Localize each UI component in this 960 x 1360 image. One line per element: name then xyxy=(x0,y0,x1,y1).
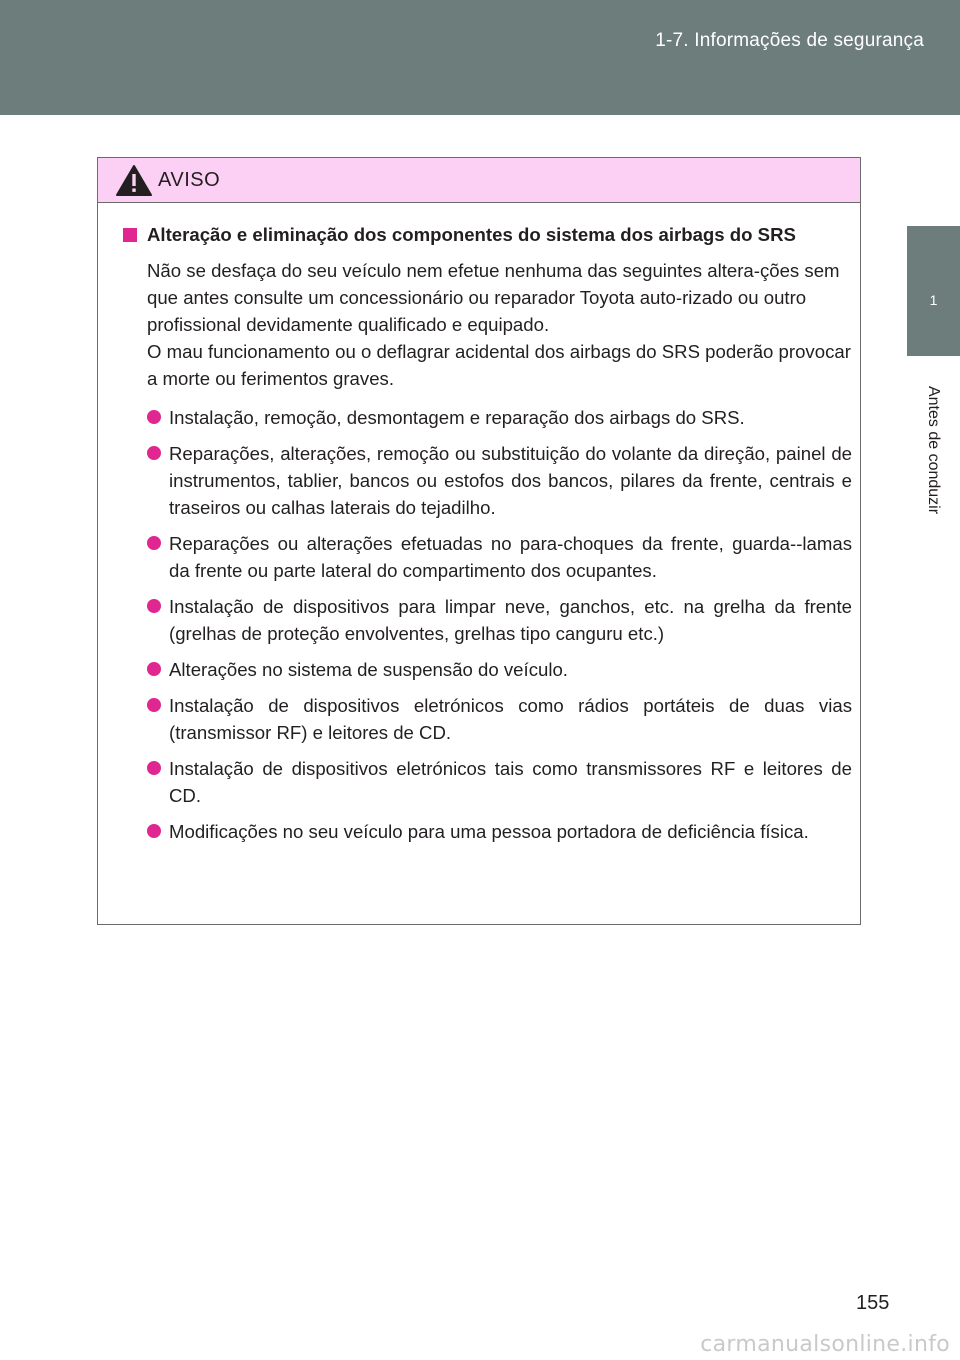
list-item xyxy=(123,692,852,746)
chapter-tab xyxy=(907,226,960,356)
bullet-dot-icon xyxy=(147,662,161,676)
bullet-dot-icon xyxy=(147,599,161,613)
warning-triangle-icon xyxy=(115,164,153,197)
list-item-text: Instalação de dispositivos eletrónicos como rádios portáteis de duas vias (transmissor RF) e leitores de CD. xyxy=(169,695,852,743)
bullet-dot-icon xyxy=(147,446,161,460)
warning-title: AVISO xyxy=(158,169,221,191)
section-title: 1-7. Informações de segurança xyxy=(655,30,924,51)
list-item-text: Reparações, alterações, remoção ou substituição do volante da direção, painel de instrumentos, tablier, bancos ou estofos dos bancos, pilares da frente, centrais e traseiros ou calhas laterais do tejadilho. xyxy=(169,443,852,518)
list-item-text: Instalação de dispositivos eletrónicos tais como transmissores RF e leitores de CD. xyxy=(169,758,852,806)
warning-heading xyxy=(123,221,852,248)
list-item xyxy=(123,404,852,431)
list-item xyxy=(123,593,852,647)
list-item-text: Instalação de dispositivos para limpar neve, ganchos, etc. na grelha da frente (grelhas de proteção envolventes, grelhas tipo canguru etc.) xyxy=(169,596,852,644)
chapter-label: Antes de conduzir xyxy=(925,385,942,515)
bullet-dot-icon xyxy=(147,698,161,712)
bullet-dot-icon xyxy=(147,536,161,550)
warning-body xyxy=(98,203,860,845)
square-bullet-icon xyxy=(123,228,137,242)
warning-paragraphs xyxy=(123,257,852,392)
list-item-text: Instalação, remoção, desmontagem e reparação dos airbags do SRS. xyxy=(169,407,745,428)
warning-paragraph: Não se desfaça do seu veículo nem efetue nenhuma das seguintes altera-ções sem que antes consulte um concessionário ou reparador Toyota auto-rizado ou outro profissional devidamente qualificado e equipado. xyxy=(147,260,840,335)
list-item xyxy=(123,656,852,683)
warning-header xyxy=(98,158,860,203)
bullet-dot-icon xyxy=(147,824,161,838)
watermark: carmanualsonline.info xyxy=(700,1332,950,1357)
list-item-text: Alterações no sistema de suspensão do veículo. xyxy=(169,659,568,680)
warning-paragraph: O mau funcionamento ou o deflagrar acidental dos airbags do SRS poderão provocar a morte ou ferimentos graves. xyxy=(147,341,851,389)
list-item xyxy=(123,530,852,584)
list-item xyxy=(123,755,852,809)
list-item xyxy=(123,440,852,521)
warning-box xyxy=(97,157,861,925)
list-item xyxy=(123,818,852,845)
bullet-dot-icon xyxy=(147,761,161,775)
page-number: 155 xyxy=(856,1292,890,1314)
warning-heading-text: Alteração e eliminação dos componentes do sistema dos airbags do SRS xyxy=(147,224,796,245)
bullet-dot-icon xyxy=(147,410,161,424)
chapter-number: 1 xyxy=(929,292,938,308)
list-item-text: Reparações ou alterações efetuadas no para-choques da frente, guarda--lamas da frente ou parte lateral do compartimento dos ocupantes. xyxy=(169,533,852,581)
bullet-list xyxy=(123,404,852,845)
header-bar xyxy=(0,0,960,115)
list-item-text: Modificações no seu veículo para uma pessoa portadora de deficiência física. xyxy=(169,821,809,842)
